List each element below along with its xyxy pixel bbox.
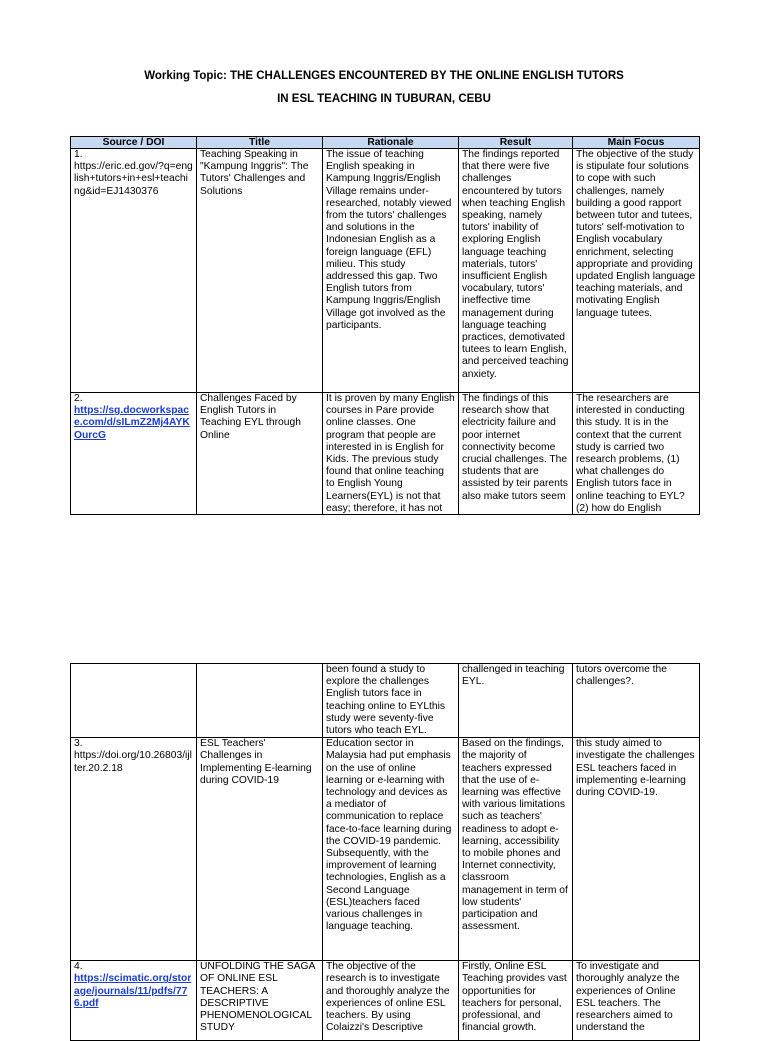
table-row — [71, 393, 700, 515]
rationale-text: It is proven by many English courses in Pare provide online classes. One program that people are interested in is English for Kids. The previous study found that online teaching to English Young Learners(EYL) is not that easy; therefore, it has not — [326, 393, 455, 514]
main-focus-cell: To investigate and thoroughly analyze the experiences of Online ESL teachers. The researchers aimed to understand the — [573, 961, 700, 1041]
source-cell — [71, 149, 197, 393]
column-header-main-focus: Main Focus — [573, 137, 700, 149]
literature-table-page-2 — [70, 663, 700, 1041]
main-focus-cell — [573, 393, 700, 515]
row-number: 3. — [74, 738, 83, 750]
main-focus-cell: tutors overcome the challenges?. — [573, 664, 700, 738]
table-row — [71, 961, 700, 1041]
source-cell — [71, 738, 197, 961]
row-number: 1. — [74, 149, 83, 160]
source-cell — [71, 664, 197, 738]
title-cell: Challenges Faced by English Tutors in Teaching EYL through Online — [197, 393, 323, 515]
title-cell: ESL Teachers' Challenges in Implementing E-learning during COVID-19 — [197, 738, 323, 961]
result-cell — [459, 393, 573, 515]
source-link[interactable]: https://scimatic.org/storage/journals/11/pdfs/776.pdf — [74, 973, 192, 1009]
result-text: The findings of this research show that electricity failure and poor internet connectivity become crucial challenges. The students that are assisted by teir parents also make tutors seem — [462, 393, 568, 502]
working-topic-text: THE CHALLENGES ENCOUNTERED BY THE ONLINE ENGLISH TUTORS — [230, 70, 624, 82]
result-cell: Based on the findings, the majority of teachers expressed that the use of e-learning was effective with various limitations such as teachers' readiness to adopt e-learning, accessibility to mobile phones and Internet connectivity, classroom management in term of low students' participation and assessment. — [459, 738, 573, 961]
column-header-title: Title — [197, 137, 323, 149]
rationale-cell — [323, 393, 459, 515]
source-cell — [71, 961, 197, 1041]
result-cell: The findings reported that there were five challenges encountered by tutors when teaching English speaking, namely tutors' inability of exploring English language teaching materials, tutors' insufficient English vocabulary, tutors' ineffective time management during language teaching practices, demotivated tutees to learn English, and perceived teaching anxiety. — [459, 149, 573, 393]
result-cell: challenged in teaching EYL. — [459, 664, 573, 738]
main-focus-text: The researchers are interested in conducting this study. It is in the context that the current study is carried two research problems, (1) what challenges do English tutors face in online teaching to EYL? (2) how do English — [576, 393, 685, 514]
source-link[interactable]: https://sg.docworkspace.com/d/sILmZ2Mj4AYKOurcG — [74, 405, 190, 441]
rationale-cell: been found a study to explore the challenges English tutors face in teaching online to EYLthis study were seventy-five tutors who teach EYL. — [323, 664, 459, 738]
rationale-cell: Education sector in Malaysia had put emphasis on the use of online learning or e-learning with technology and devices as a mediator of communication to replace face-to-face learning during the COVID-19 pandemic. Subsequently, with the improvement of learning technologies, English as a Second Language (ESL)teachers faced various challenges in language teaching. — [323, 738, 459, 961]
row-number: 2. — [74, 393, 83, 404]
table-row — [71, 149, 700, 393]
literature-table-page-1 — [70, 136, 700, 515]
table-row — [71, 738, 700, 961]
source-doi: https://doi.org/10.26803/ijlter.20.2.18 — [74, 750, 192, 774]
column-header-result: Result — [459, 137, 573, 149]
table-row-continued — [71, 664, 700, 738]
document-title-line-1 — [0, 69, 768, 83]
working-topic-prefix: Working Topic: — [144, 70, 227, 82]
title-cell: Teaching Speaking in "Kampung Inggris": The Tutors' Challenges and Solutions — [197, 149, 323, 393]
table-header-row — [71, 137, 700, 149]
title-cell: UNFOLDING THE SAGA OF ONLINE ESL TEACHERS: A DESCRIPTIVE PHENOMENOLOGICAL STUDY — [197, 961, 323, 1041]
source-doi: https://eric.ed.gov/?q=english+tutors+in+esl+teaching&id=EJ1430376 — [74, 161, 193, 197]
source-cell — [71, 393, 197, 515]
column-header-source: Source / DOI — [71, 137, 197, 149]
result-cell: Firstly, Online ESL Teaching provides vast opportunities for teachers for personal, professional, and financial growth. — [459, 961, 573, 1041]
row-number: 4. — [74, 961, 83, 973]
main-focus-cell: this study aimed to investigate the challenges ESL teachers faced in implementing e-learning during COVID-19. — [573, 738, 700, 961]
document-title-line-2: IN ESL TEACHING IN TUBURAN, CEBU — [277, 93, 491, 105]
column-header-rationale: Rationale — [323, 137, 459, 149]
title-cell — [197, 664, 323, 738]
rationale-cell: The issue of teaching English speaking in Kampung Inggris/English Village remains under-researched, notably viewed from the tutors' challenges and solutions in the Indonesian English as a foreign language (EFL) milieu. This study addressed this gap. Two English tutors from Kampung Inggris/English Village got involved as the participants. — [323, 149, 459, 393]
main-focus-cell: The objective of the study is stipulate four solutions to cope with such challenges, namely building a good rapport between tutor and tutees, tutors' self-motivation to English vocabulary enrichment, selecting appropriate and providing updated English language teaching materials, and motivating English language tutees. — [573, 149, 700, 393]
rationale-cell: The objective of the research is to investigate and thoroughly analyze the experiences of online ESL teachers. By using Colaizzi's Descriptive — [323, 961, 459, 1041]
